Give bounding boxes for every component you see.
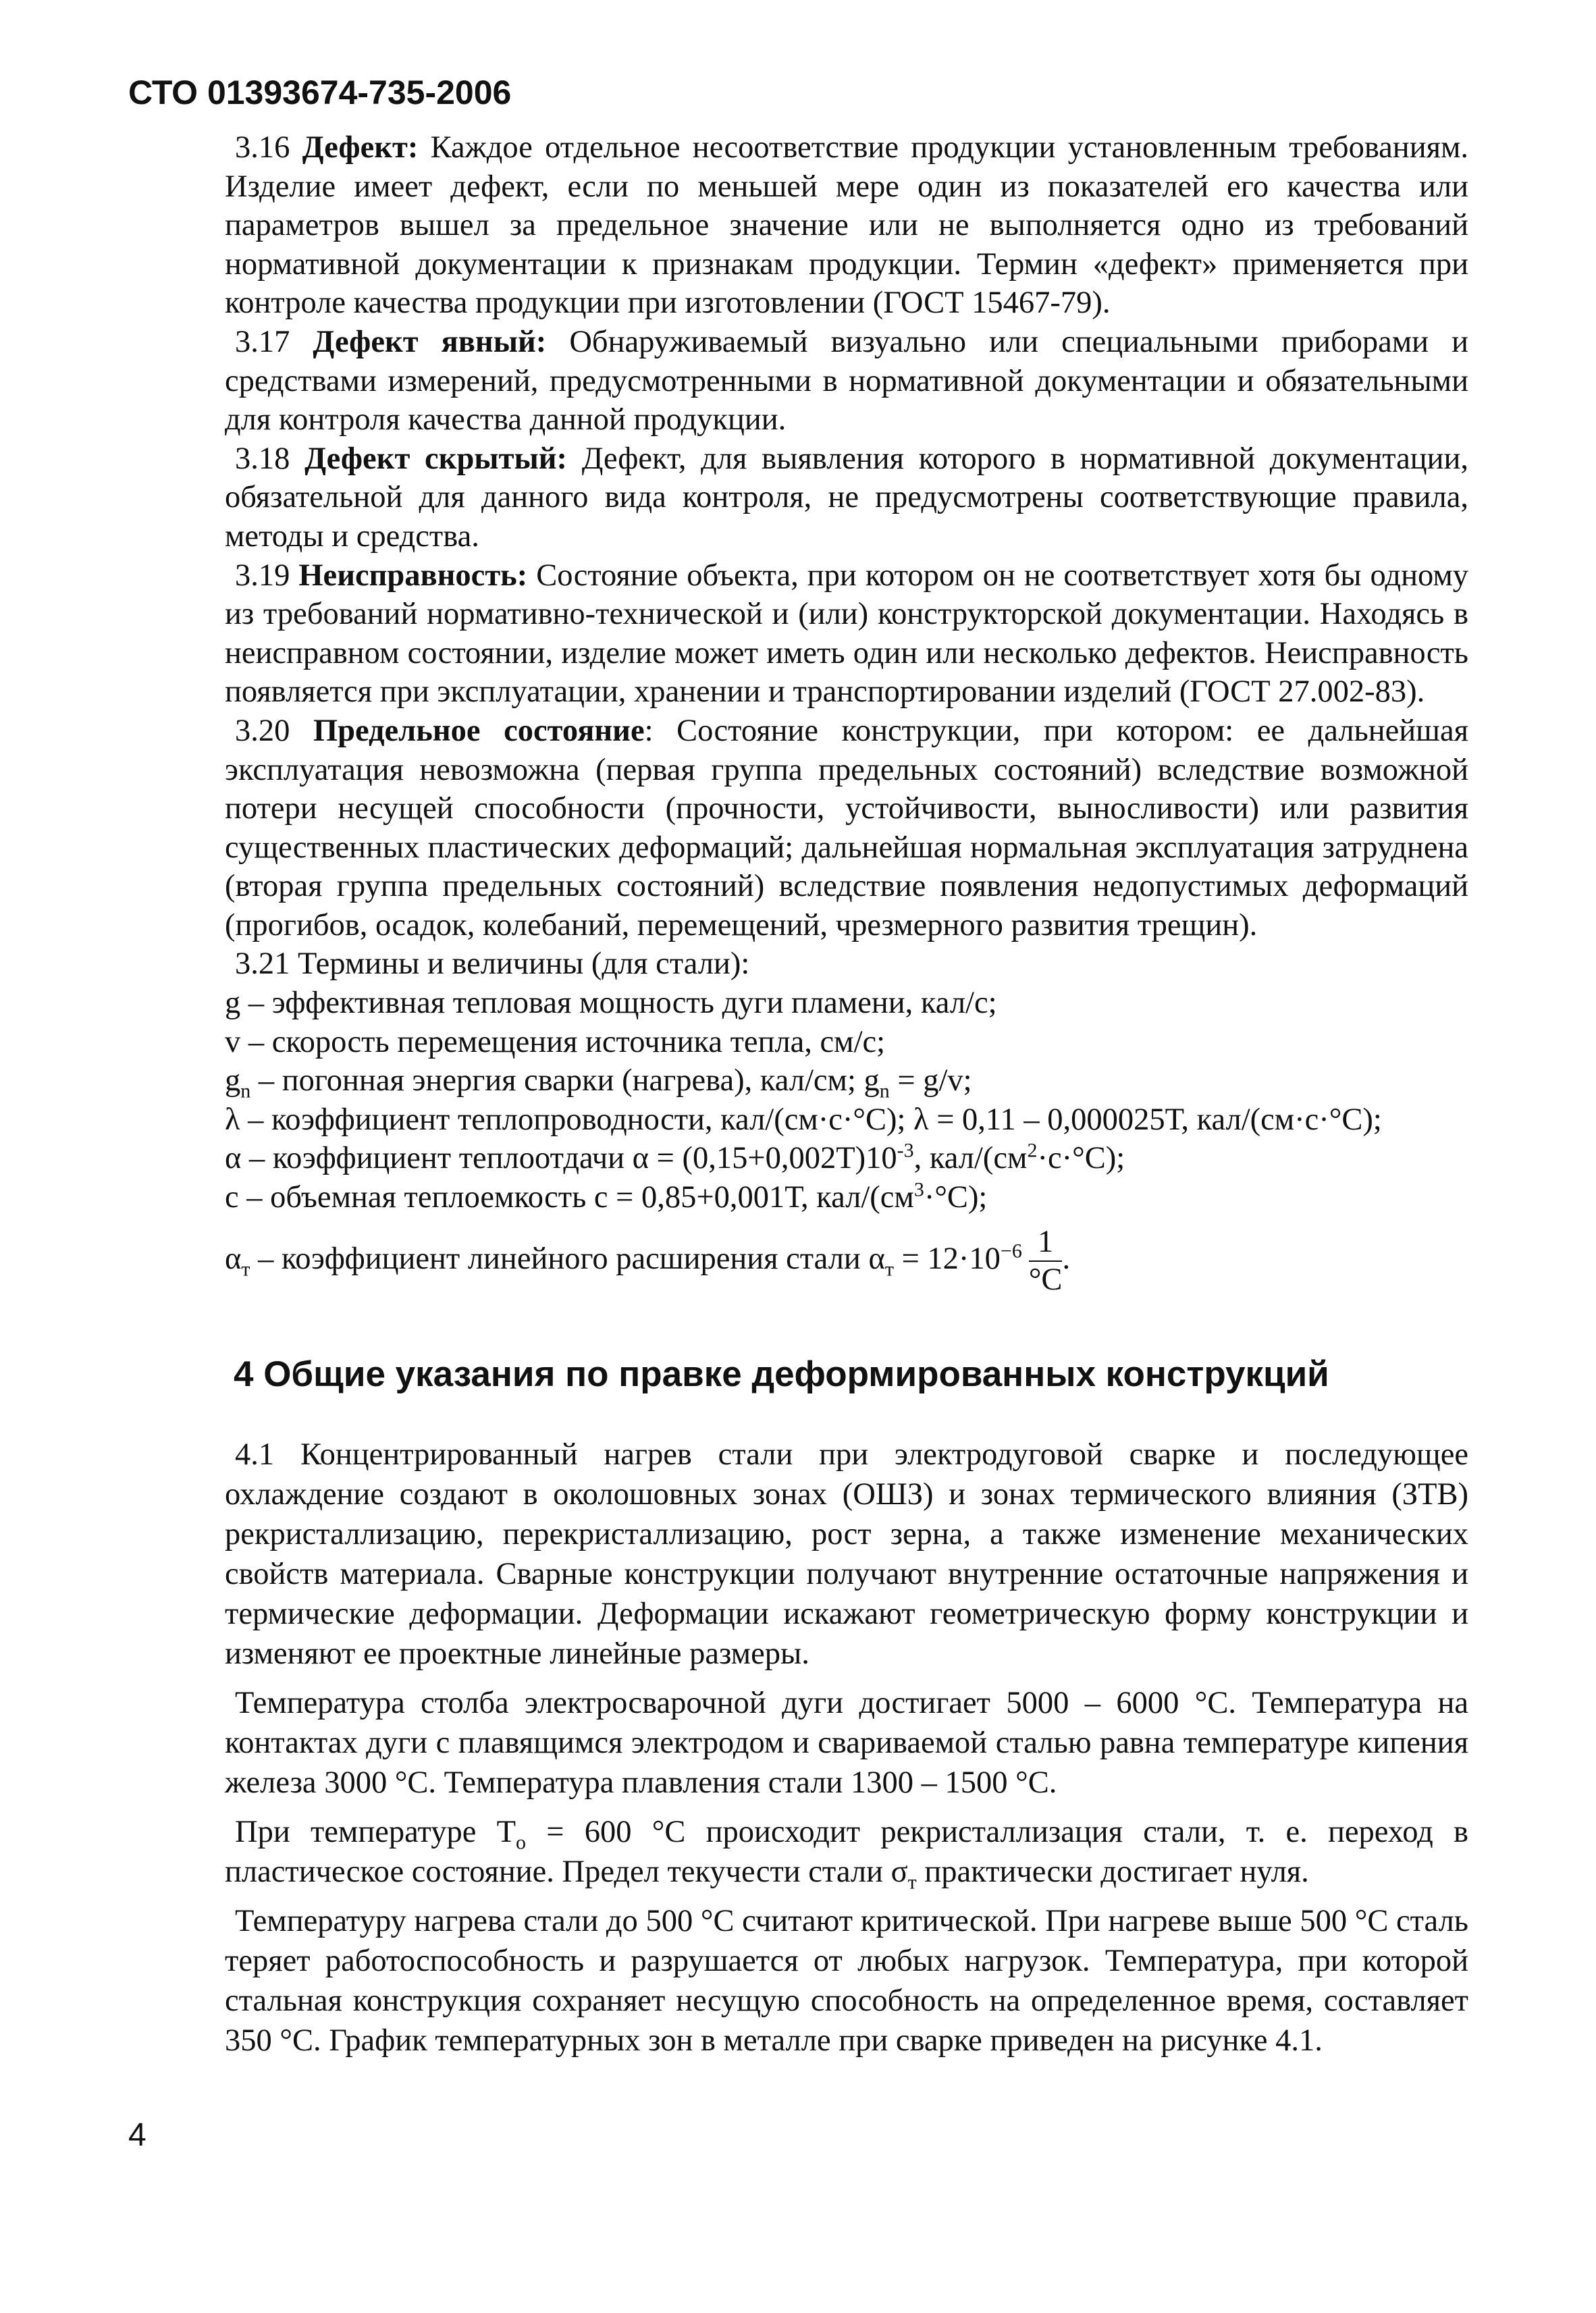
alpha-t-value: = 12·10 [893, 1241, 1001, 1276]
alpha-unit-end: ·с·°С); [1037, 1141, 1125, 1176]
term-alpha-t [225, 1224, 1468, 1298]
definition-term: Дефект: [302, 130, 419, 165]
alpha-t-text: – коэффициент линейного расширения стали α [250, 1241, 885, 1276]
p3-subscript: о [516, 1831, 527, 1854]
term-c [225, 1178, 1468, 1217]
page-number: 4 [128, 2117, 147, 2153]
section-4-paragraph: Температура столба электросварочной дуги достигает 5000 – 6000 °С. Температура на контактах дуги с плавящимся электродом и свариваемой сталью равна температуре кипения железа 3000 °С. Температура плавления стали 1300 – 1500 °С. [225, 1686, 1468, 1800]
definition-3-17 [225, 323, 1468, 440]
term-alpha [225, 1139, 1468, 1178]
alpha-t-subscript-2: т [884, 1258, 894, 1281]
alpha-t-fraction [1028, 1224, 1063, 1298]
gn-text: – погонная энергия сварки (нагрева), кал/см; g [250, 1063, 880, 1098]
definition-3-19 [225, 556, 1468, 712]
p3-subscript-2: т [907, 1871, 917, 1894]
alpha-unit: , кал/(см [913, 1141, 1028, 1176]
terms-intro: 3.21 Термины и величины (для стали): [235, 947, 750, 982]
alpha-t-symbol: α [225, 1241, 242, 1276]
alpha-t-subscript: т [241, 1258, 250, 1281]
p3-text-2: = 600 °С происходит рекристаллизация стали, т. е. переход в пластическое состояние. Предел текучести стали σ [225, 1815, 1469, 1889]
alpha-t-exponent: −6 [1000, 1240, 1022, 1262]
c-text: с – объемная теплоемкость с = 0,85+0,001Т, кал/(см [225, 1180, 914, 1215]
term-g: g – эффективная тепловая мощность дуги пламени, кал/с; [225, 986, 997, 1021]
definition-number: 3.19 [235, 558, 290, 593]
definitions-block [225, 128, 1468, 1296]
definition-number: 3.17 [235, 324, 290, 359]
definition-text: : Состояние конструкции, при котором: ее дальнейшая эксплуатация невозможна (первая группа предельных состояний) вследствие возможной потери несущей способности (прочности, устойчивости, выносливости) или развития существенных пластических деформаций; дальнейшая нормальная эксплуатация затруднена (вторая группа предельных состояний) вследствие появления недопустимых деформаций (прогибов, осадок, колебаний, перемещений, чрезмерного развития трещин). [225, 713, 1468, 942]
gn-equation: = g/v; [889, 1063, 972, 1098]
definition-number: 3.16 [235, 130, 290, 165]
section-4-paragraph: 4.1 Концентрированный нагрев стали при электродуговой сварке и последующее охлаждение создают в околошовных зонах (ОШЗ) и зонах термического влияния (ЗТВ) рекристаллизацию, перекристаллизацию, рост зерна, а также изменение механических свойств материала. Сварные конструкции получают внутренние остаточные напряжения и термические деформации. Деформации искажают геометрическую форму конструкции и изменяют ее проектные линейные размеры. [225, 1437, 1468, 1671]
definition-number: 3.18 [235, 441, 290, 476]
c-superscript: 3 [913, 1178, 924, 1201]
definition-term: Дефект скрытый: [304, 441, 568, 476]
alpha-t-end: . [1062, 1241, 1071, 1276]
definition-3-18 [225, 440, 1468, 556]
term-lambda: λ – коэффициент теплопроводности, кал/(см·с·°С); λ = 0,11 – 0,000025Т, кал/(см·с·°С); [225, 1102, 1382, 1137]
section-4-title: 4 Общие указания по правке деформированных конструкций [234, 1354, 1329, 1394]
gn-symbol: g [225, 1063, 241, 1098]
document-code-header: СТО 01393674-735-2006 [128, 74, 512, 111]
alpha-text: α – коэффициент теплоотдачи α = (0,15+0,002Т)10 [225, 1141, 897, 1176]
section-4-body [225, 1435, 1468, 2070]
definition-text: Состояние объекта, при котором он не соответствует хотя бы одному из требований нормативно-технической и (или) конструкторской документации. Находясь в неисправном состоянии, изделие может иметь один или несколько дефектов. Неисправность появляется при эксплуатации, хранении и транспортировании изделий (ГОСТ 27.002-83). [225, 558, 1468, 710]
p3-text: При температуре Т [235, 1815, 516, 1849]
definition-3-16 [225, 128, 1468, 323]
definition-term: Предельное состояние [313, 713, 645, 748]
fraction-denominator: °С [1028, 1262, 1063, 1298]
section-4-paragraph [225, 1812, 1468, 1892]
gn-subscript: n [240, 1080, 251, 1102]
section-4-paragraph: Температуру нагрева стали до 500 °С считают критической. При нагреве выше 500 °С сталь теряет работоспособность и разрушается от любых нагрузок. Температура, при которой стальная конструкция сохраняет несущую способность на определенное время, составляет 350 °С. График температурных зон в металле при сварке приведен на рисунке 4.1. [225, 1904, 1468, 2058]
c-unit-end: ·°С); [924, 1180, 988, 1215]
definition-term: Неисправность: [298, 558, 528, 593]
definition-term: Дефект явный: [313, 324, 547, 359]
definition-text: Обнаруживаемый визуально или специальными приборами и средствами измерений, предусмотренными в нормативной документации и обязательными для контроля качества данной продукции. [225, 324, 1468, 437]
alpha-superscript: -3 [897, 1139, 914, 1162]
definition-text: Каждое отдельное несоответствие продукции установленным требованиям. Изделие имеет дефект, если по меньшей мере один из показателей его качества или параметров вышел за предельное значение или не выполняется одно из требований нормативной документации к признакам продукции. Термин «дефект» применяется при контроле качества продукции при изготовлении (ГОСТ 15467-79). [225, 130, 1469, 321]
definition-3-20 [225, 712, 1468, 945]
definition-text: Дефект, для выявления которого в нормативной документации, обязательной для данного вида контроля, не предусмотрены соответствующие правила, методы и средства. [225, 441, 1469, 554]
gn-subscript-2: n [879, 1080, 890, 1102]
term-gn [225, 1061, 1468, 1100]
definition-number: 3.20 [235, 713, 290, 748]
p3-text-3: практически достигает нуля. [916, 1855, 1309, 1889]
term-v: v – скорость перемещения источника тепла, см/с; [225, 1024, 886, 1059]
fraction-numerator: 1 [1029, 1227, 1063, 1262]
alpha-superscript-2: 2 [1027, 1139, 1038, 1162]
